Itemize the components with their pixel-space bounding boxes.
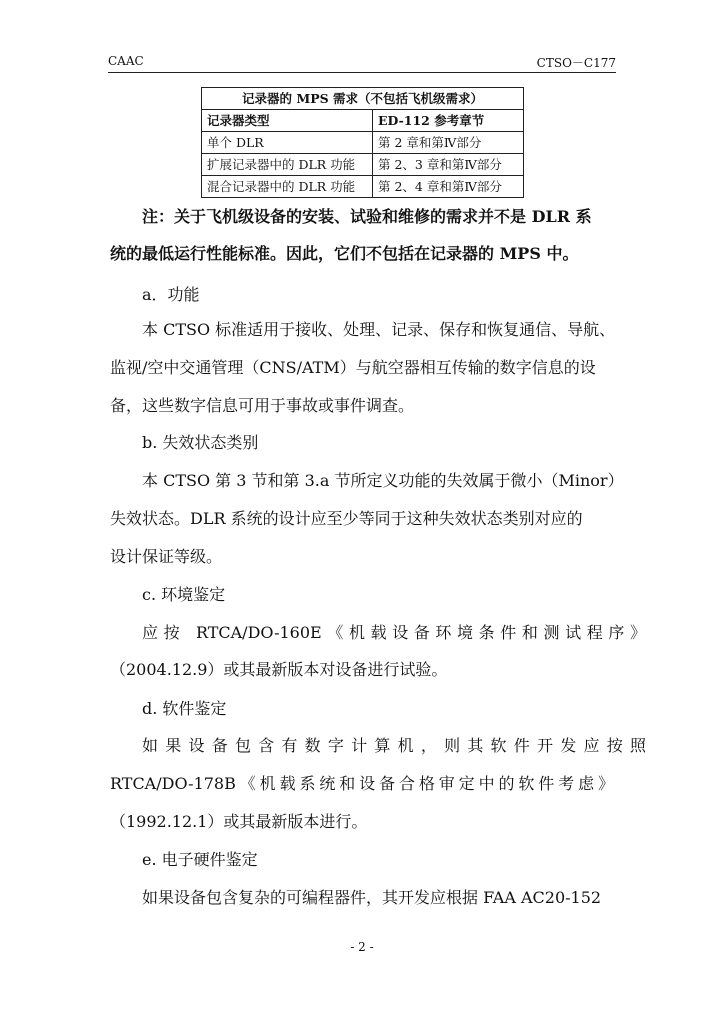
- table-row: [202, 176, 524, 198]
- paragraph-line: 监视/空中交通管理（CNS/ATM）与航空器相互传输的数字信息的设: [110, 358, 596, 377]
- paragraph-line: 本 CTSO 标准适用于接收、处理、记录、保存和恢复通信、导航、: [142, 320, 616, 339]
- header-org: CAAC: [108, 54, 144, 68]
- table-header-recorder-type: 记录器类型: [202, 110, 373, 132]
- paragraph-line: 如果设备包含复杂的可编程器件，其开发应根据 FAA AC20-152: [142, 888, 602, 907]
- paragraph-line: 如果设备包含有数字计算机，则其软件开发应按照: [142, 736, 646, 755]
- paragraph-line: 失效状态。DLR 系统的设计应至少等同于这种失效状态类别对应的: [110, 509, 583, 528]
- paragraph-line: RTCA/DO-178B《机载系统和设备合格审定中的软件考虑》: [110, 774, 614, 793]
- table-cell: 单个 DLR: [202, 132, 373, 154]
- paragraph-line: 本 CTSO 第 3 节和第 3.a 节所定义功能的失效属于微小（Minor）: [142, 471, 624, 490]
- table-cell: 第 2、3 章和第Ⅳ部分: [373, 154, 524, 176]
- header-doc-id: CTSO－C177: [536, 56, 616, 70]
- table-caption: 记录器的 MPS 需求（不包括飞机级需求）: [202, 88, 524, 110]
- paragraph-line: 设计保证等级。: [110, 547, 223, 566]
- paragraph-line: 应按 RTCA/DO-160E《机载设备环境条件和测试程序》: [142, 623, 646, 642]
- table-header-ed112-section: ED-112 参考章节: [373, 110, 524, 132]
- table-row: [202, 154, 524, 176]
- page-number: - 2 -: [350, 940, 374, 954]
- section-heading-a: a．功能: [142, 285, 200, 304]
- paragraph-line: 备，这些数字信息可用于事故或事件调查。: [110, 396, 415, 415]
- section-heading-b: b. 失效状态类别: [142, 433, 259, 452]
- note-line-2: 统的最低运行性能标准。因此，它们不包括在记录器的 MPS 中。: [110, 244, 579, 263]
- table-cell: 第 2、4 章和第Ⅳ部分: [373, 176, 524, 198]
- section-heading-d: d. 软件鉴定: [142, 699, 227, 718]
- table-cell: 扩展记录器中的 DLR 功能: [202, 154, 373, 176]
- table-cell: 第 2 章和第Ⅳ部分: [373, 132, 524, 154]
- page-header: [108, 52, 616, 73]
- paragraph-line: （1992.12.1）或其最新版本进行。: [110, 812, 368, 831]
- section-heading-c: c. 环境鉴定: [142, 585, 226, 604]
- paragraph-line: （2004.12.9）或其最新版本对设备进行试验。: [110, 660, 448, 679]
- note-line-1: 注：关于飞机级设备的安装、试验和维修的需求并不是 DLR 系: [142, 207, 592, 226]
- table-row: [202, 132, 524, 154]
- table-cell: 混合记录器中的 DLR 功能: [202, 176, 373, 198]
- mps-requirements-table: [201, 87, 524, 198]
- section-heading-e: e. 电子硬件鉴定: [142, 850, 258, 869]
